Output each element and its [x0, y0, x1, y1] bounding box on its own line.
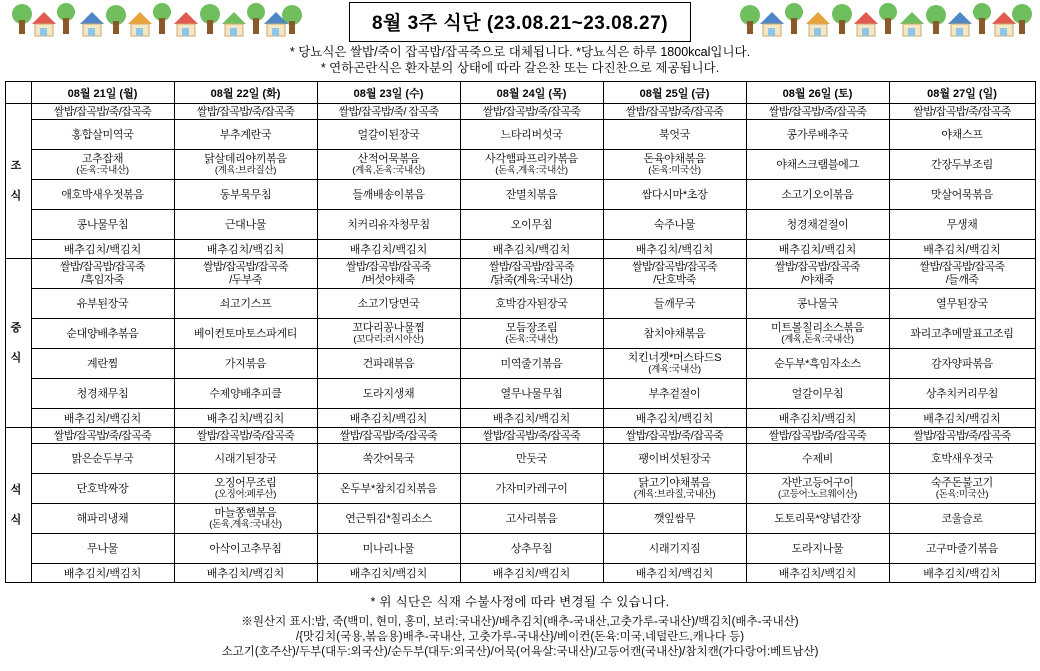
dish-cell: 얼갈이무침: [746, 379, 889, 409]
dish-cell: 온두부*참치김치볶음: [317, 474, 460, 504]
meal-label-0: 조 식: [5, 104, 31, 259]
rice-cell: 쌀밥/잡곡밥/죽/잡곡죽: [31, 428, 174, 444]
notice-line-1: * 당뇨식은 쌀밥/죽이 잡곡밥/잡곡죽으로 대체됩니다. *당뇨식은 하루 1800kcal입니다.: [289, 45, 751, 59]
meal-dish-row: [5, 150, 1035, 180]
dish-cell: 베이컨토마토스파게티: [174, 319, 317, 349]
meal-kimchi-row: [5, 240, 1035, 259]
meal-label-1: 중 식: [5, 259, 31, 428]
dish-cell: 야채스프: [889, 120, 1035, 150]
dish-cell: 콩나물무침: [31, 210, 174, 240]
dish-cell: 숙주돈불고기 (돈육:미국산): [889, 474, 1035, 504]
meal-dish-row: [5, 180, 1035, 210]
kimchi-cell: 배추김치/백김치: [603, 564, 746, 583]
dish-cell: 산적어묵볶음 (계육,돈육:국내산): [317, 150, 460, 180]
column-header-4: 08월 25일 (금): [603, 82, 746, 104]
dish-cell: 근대나물: [174, 210, 317, 240]
kimchi-cell: 배추김치/백김치: [174, 564, 317, 583]
dish-cell: 유부된장국: [31, 289, 174, 319]
dish-cell: 꼬다리꽁나물찜 (꼬다리:러시아산): [317, 319, 460, 349]
dish-cell: 시래기지짐: [603, 534, 746, 564]
notice-line-2: * 연하곤란식은 환자분의 상태에 따라 갈은찬 또는 다진찬으로 제공됩니다.: [320, 61, 720, 75]
kimchi-cell: 배추김치/백김치: [746, 240, 889, 259]
dish-cell: 시래기된장국: [174, 444, 317, 474]
column-header-2: 08월 23일 (수): [317, 82, 460, 104]
kimchi-cell: 배추김치/백김치: [889, 240, 1035, 259]
rice-cell: 쌀밥/잡곡밥/잡곡죽 /야채죽: [746, 259, 889, 289]
kimchi-cell: 배추김치/백김치: [317, 409, 460, 428]
dish-cell: 상추치커리무침: [889, 379, 1035, 409]
rice-cell: 쌀밥/잡곡밥/죽/잡곡죽: [460, 428, 603, 444]
meal-kimchi-row: [5, 564, 1035, 583]
dish-cell: 들깨배송이볶음: [317, 180, 460, 210]
meal-dish-row: [5, 120, 1035, 150]
dish-cell: 참치야채볶음: [603, 319, 746, 349]
dish-cell: 사각햄파프리카볶음 (돈육,계육:국내산): [460, 150, 603, 180]
dish-cell: 동부묵무침: [174, 180, 317, 210]
meal-label-2: 석 식: [5, 428, 31, 583]
kimchi-cell: 배추김치/백김치: [460, 409, 603, 428]
dish-cell: 미역줄기볶음: [460, 349, 603, 379]
dish-cell: 깻잎쌈무: [603, 504, 746, 534]
rice-cell: 쌀밥/잡곡밥/잡곡죽 /들깨죽: [889, 259, 1035, 289]
dish-cell: 닭살데리야끼볶음 (계육:브라질산): [174, 150, 317, 180]
footer-note: * 위 식단은 식재 수불사정에 따라 변경될 수 있습니다.: [370, 595, 670, 609]
menu-table: [5, 81, 1036, 583]
dish-cell: 홍합살미역국: [31, 120, 174, 150]
dish-cell: 도라지나물: [746, 534, 889, 564]
kimchi-cell: 배추김치/백김치: [460, 240, 603, 259]
dish-cell: 무나물: [31, 534, 174, 564]
dish-cell: 닭고기야채볶음 (계육:브라질,국내산): [603, 474, 746, 504]
dish-cell: 숙주나물: [603, 210, 746, 240]
dish-cell: 쇠고기스프: [174, 289, 317, 319]
dish-cell: 무생채: [889, 210, 1035, 240]
dish-cell: 도토리묵*양념간장: [746, 504, 889, 534]
rice-cell: 쌀밥/잡곡밥/죽/잡곡죽: [174, 104, 317, 120]
dish-cell: 호박감자된장국: [460, 289, 603, 319]
dish-cell: 열무된장국: [889, 289, 1035, 319]
meal-rice-row: [5, 259, 1035, 289]
dish-cell: 마늘쫑햄볶음 (돈육,계육:국내산): [174, 504, 317, 534]
dish-cell: 코울슬로: [889, 504, 1035, 534]
dish-cell: 돈육야채볶음 (돈육:미국산): [603, 150, 746, 180]
dish-cell: 들깨무국: [603, 289, 746, 319]
rice-cell: 쌀밥/잡곡밥/죽/잡곡죽: [31, 104, 174, 120]
dish-cell: 감자양파볶음: [889, 349, 1035, 379]
meal-dish-row: [5, 444, 1035, 474]
dish-cell: 가지볶음: [174, 349, 317, 379]
column-header-1: 08월 22일 (화): [174, 82, 317, 104]
meal-dish-row: [5, 210, 1035, 240]
dish-cell: 상추무침: [460, 534, 603, 564]
dish-cell: 해파리냉채: [31, 504, 174, 534]
dish-cell: 애호박새우젓볶음: [31, 180, 174, 210]
dish-cell: 맛살어묵볶음: [889, 180, 1035, 210]
origin-line-2: /{맛김치(국용,볶음용)배추-국내산, 고춧가루-국내산}/베이컨(돈육:미국,네덜란드,캐나다 등): [295, 631, 745, 643]
rice-cell: 쌀밥/잡곡밥/죽/잡곡죽: [174, 428, 317, 444]
dish-cell: 순두부*흑임자소스: [746, 349, 889, 379]
column-header-0: 08월 21일 (월): [31, 82, 174, 104]
rice-cell: 쌀밥/잡곡밥/죽/잡곡죽: [603, 428, 746, 444]
kimchi-cell: 배추김치/백김치: [460, 564, 603, 583]
kimchi-cell: 배추김치/백김치: [603, 240, 746, 259]
rice-cell: 쌀밥/잡곡밥/죽/잡곡죽: [889, 104, 1035, 120]
meal-dish-row: [5, 534, 1035, 564]
kimchi-cell: 배추김치/백김치: [31, 564, 174, 583]
dish-cell: 순대양배추볶음: [31, 319, 174, 349]
dish-cell: 계란찜: [31, 349, 174, 379]
notice-block: [0, 44, 1040, 76]
kimchi-cell: 배추김치/백김치: [174, 409, 317, 428]
dish-cell: 얼갈이된장국: [317, 120, 460, 150]
dish-cell: 미나리나물: [317, 534, 460, 564]
dish-cell: 도라지생채: [317, 379, 460, 409]
dish-cell: 콩나물국: [746, 289, 889, 319]
table-header-row: [5, 82, 1035, 104]
meal-dish-row: [5, 474, 1035, 504]
dish-cell: 오징어무조림 (오징어:페루산): [174, 474, 317, 504]
dish-cell: 잔멸치볶음: [460, 180, 603, 210]
origin-line-3: 소고기(호주산)/두부(대두:외국산)/순두부(대두:외국산)/어묵(어육살:국내산)/고등어캔(국내산)/참치캔(가다랑어:베트남산): [221, 646, 819, 658]
column-header-3: 08월 24일 (목): [460, 82, 603, 104]
kimchi-cell: 배추김치/백김치: [31, 409, 174, 428]
dish-cell: 청경채겉절이: [746, 210, 889, 240]
dish-cell: 부추겉절이: [603, 379, 746, 409]
dish-cell: 소고기당면국: [317, 289, 460, 319]
dish-cell: 자반고등어구이 (고등어:노르웨이산): [746, 474, 889, 504]
rice-cell: 쌀밥/잡곡밥/죽/잡곡죽: [317, 428, 460, 444]
kimchi-cell: 배추김치/백김치: [746, 409, 889, 428]
meal-dish-row: [5, 289, 1035, 319]
rice-cell: 쌀밥/잡곡밥/잡곡죽 /단호박죽: [603, 259, 746, 289]
meal-rice-row: [5, 104, 1035, 120]
dish-cell: 콩가루배추국: [746, 120, 889, 150]
dish-cell: 꽈리고추메말표고조림: [889, 319, 1035, 349]
header-band: [0, 0, 1040, 42]
dish-cell: 맑은순두부국: [31, 444, 174, 474]
dish-cell: 오이무침: [460, 210, 603, 240]
column-header-6: 08월 27일 (일): [889, 82, 1035, 104]
dish-cell: 북엇국: [603, 120, 746, 150]
meal-dish-row: [5, 319, 1035, 349]
meal-dish-row: [5, 349, 1035, 379]
dish-cell: 청경채무침: [31, 379, 174, 409]
origin-block: [0, 615, 1040, 660]
dish-cell: 호박새우젓국: [889, 444, 1035, 474]
rice-cell: 쌀밥/잡곡밥/죽/잡곡죽: [746, 104, 889, 120]
dish-cell: 팽이버섯된장국: [603, 444, 746, 474]
rice-cell: 쌀밥/잡곡밥/잡곡죽 /닭죽(계육:국내산): [460, 259, 603, 289]
meal-dish-row: [5, 504, 1035, 534]
dish-cell: 고구마줄기볶음: [889, 534, 1035, 564]
kimchi-cell: 배추김치/백김치: [317, 240, 460, 259]
dish-cell: 수제양배추피클: [174, 379, 317, 409]
page-title: 8월 3주 식단 (23.08.21~23.08.27): [349, 2, 691, 42]
dish-cell: 치커리유자청무침: [317, 210, 460, 240]
dish-cell: 부추계란국: [174, 120, 317, 150]
dish-cell: 수제비: [746, 444, 889, 474]
rice-cell: 쌀밥/잡곡밥/죽/잡곡죽: [889, 428, 1035, 444]
dish-cell: 간장두부조림: [889, 150, 1035, 180]
rice-cell: 쌀밥/잡곡밥/잡곡죽 /흑임자죽: [31, 259, 174, 289]
dish-cell: 만둣국: [460, 444, 603, 474]
corner-cell: [5, 82, 31, 104]
column-header-5: 08월 26일 (토): [746, 82, 889, 104]
dish-cell: 연근튀김*칠리소스: [317, 504, 460, 534]
dish-cell: 고추잡채 (돈육:국내산): [31, 150, 174, 180]
rice-cell: 쌀밥/잡곡밥/잡곡죽 /버섯야채죽: [317, 259, 460, 289]
dish-cell: 모듬장조림 (돈육:국내산): [460, 319, 603, 349]
dish-cell: 느타리버섯국: [460, 120, 603, 150]
dish-cell: 가자미카레구이: [460, 474, 603, 504]
dish-cell: 쌈다시마*초장: [603, 180, 746, 210]
dish-cell: 미트볼칠리소스볶음 (계육,돈육:국내산): [746, 319, 889, 349]
kimchi-cell: 배추김치/백김치: [889, 564, 1035, 583]
dish-cell: 건파래볶음: [317, 349, 460, 379]
dish-cell: 야채스크램블에그: [746, 150, 889, 180]
kimchi-cell: 배추김치/백김치: [174, 240, 317, 259]
kimchi-cell: 배추김치/백김치: [889, 409, 1035, 428]
origin-line-1: ※원산지 표시:밥, 죽(백미, 현미, 홍미, 보리:국내산)/배추김치(배추-국내산,고춧가루-국내산)/백김치(배추-국내산): [241, 616, 799, 628]
rice-cell: 쌀밥/잡곡밥/죽/잡곡죽: [746, 428, 889, 444]
dish-cell: 고사리볶음: [460, 504, 603, 534]
dish-cell: 열무나물무침: [460, 379, 603, 409]
dish-cell: 치킨너겟*머스타드S (계육:국내산): [603, 349, 746, 379]
meal-dish-row: [5, 379, 1035, 409]
rice-cell: 쌀밥/잡곡밥/죽/잡곡죽: [603, 104, 746, 120]
dish-cell: 단호박짜장: [31, 474, 174, 504]
kimchi-cell: 배추김치/백김치: [317, 564, 460, 583]
kimchi-cell: 배추김치/백김치: [31, 240, 174, 259]
rice-cell: 쌀밥/잡곡밥/죽/잡곡죽: [460, 104, 603, 120]
decor-right-houses-trees-icon: [736, 0, 1036, 42]
dish-cell: 소고기오이볶음: [746, 180, 889, 210]
dish-cell: 아삭이고추무침: [174, 534, 317, 564]
rice-cell: 쌀밥/잡곡밥/잡곡죽 /두부죽: [174, 259, 317, 289]
decor-left-houses-trees-icon: [4, 0, 304, 42]
meal-kimchi-row: [5, 409, 1035, 428]
kimchi-cell: 배추김치/백김치: [746, 564, 889, 583]
dish-cell: 쑥갓어묵국: [317, 444, 460, 474]
kimchi-cell: 배추김치/백김치: [603, 409, 746, 428]
meal-rice-row: [5, 428, 1035, 444]
rice-cell: 쌀밥/잡곡밥/죽/ 잡곡죽: [317, 104, 460, 120]
